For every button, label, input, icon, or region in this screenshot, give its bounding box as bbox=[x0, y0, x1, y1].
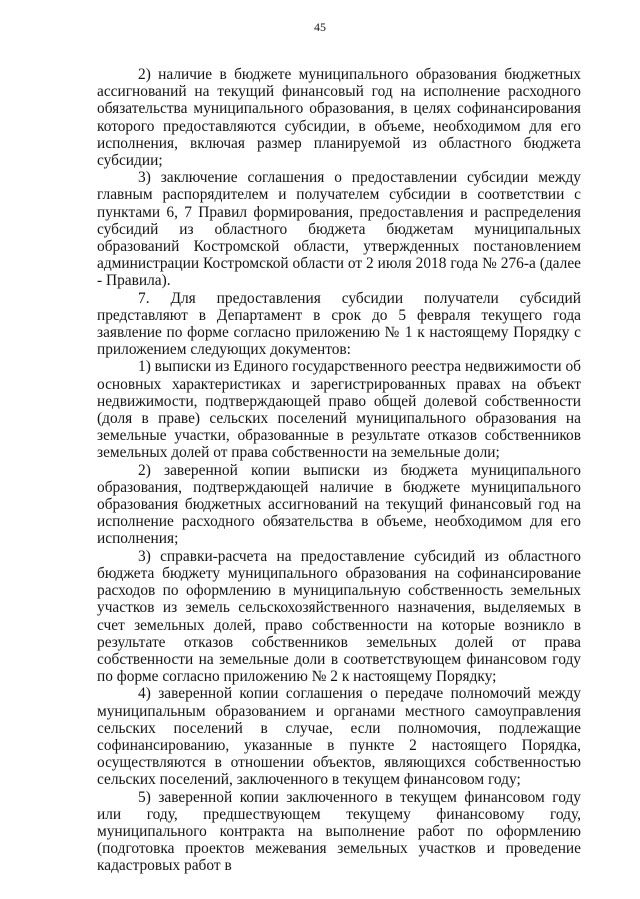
paragraph-calculation-statement: 3) справки-расчета на предоставление субсидий из областного бюджета бюджету муниципального образования на софинансирование расходов по оформлению в муниципальную собственность земельных участков из земель сельскохозяйственного назначения, выделяемых в счет земельных долей, право собственности на которые возникло в результате отказов собственников земельных долей от права собственности на земельные доли в соответствующем финансовом году по форме согласно приложению № 2 к настоящему Порядку; bbox=[97, 547, 581, 686]
page-number: 45 bbox=[314, 20, 326, 34]
paragraph-subsidy-agreement: 3) заключение соглашения о предоставлении субсидии между главным распорядителем и получателем субсидии в соответствии с пунктами 6, 7 Правил формирования, предоставления и распределения субсидий из областного бюджета бюджетам муниципальных образований Костромской области, утвержденных постановлением администрации Костромской области от 2 июля 2018 года № 276-а (далее - Правила). bbox=[97, 169, 581, 290]
paragraph-powers-transfer-agreement: 4) заверенной копии соглашения о передаче полномочий между муниципальным образованием и органами местного самоуправления сельских поселений в случае, если полномочия, подлежащие софинансированию, указанные в пункте 2 настоящего Порядка, осуществляются в отношении объектов, являющихся собственностью сельских поселений, заключенного в текущем финансовом году; bbox=[97, 685, 581, 789]
paragraph-budget-allocation: 2) наличие в бюджете муниципального образования бюджетных ассигнований на текущий финансовый год на исполнение расходного обязательства муниципального образования, в целях софинансирования которого предоставляются субсидии, в объеме, необходимом для его исполнения, включая размер планируемой из областного бюджета субсидии; bbox=[97, 66, 581, 170]
paragraph-application-requirements: 7. Для предоставления субсидии получатели субсидий представляют в Департамент в срок до 5 февраля текущего года заявление по форме согласно приложению № 1 к настоящему Порядку с приложением следующих документов: bbox=[97, 289, 581, 359]
paragraph-municipal-contract: 5) заверенной копии заключенного в текущем финансовом году или году, предшествующем текущему финансовому году, муниципального контракта на выполнение работ по оформлению (подготовка проектов межевания земельных участков и проведение кадастровых работ в bbox=[97, 788, 581, 875]
paragraph-budget-extract-copy: 2) заверенной копии выписки из бюджета муниципального образования, подтверждающей наличие в бюджете муниципального образования бюджетных ассигнований на текущий финансовый год на исполнение расходного обязательства в объеме, необходимом для его исполнения; bbox=[97, 461, 581, 548]
document-body bbox=[97, 66, 581, 875]
paragraph-registry-extract: 1) выписки из Единого государственного реестра недвижимости об основных характеристиках и зарегистрированных правах на объект недвижимости, подтверждающей право общей долевой собственности (доля в праве) сельских поселений муниципального образования на земельные участки, образованные в результате отказов собственников земельных долей от права собственности на земельные доли; bbox=[97, 358, 582, 462]
